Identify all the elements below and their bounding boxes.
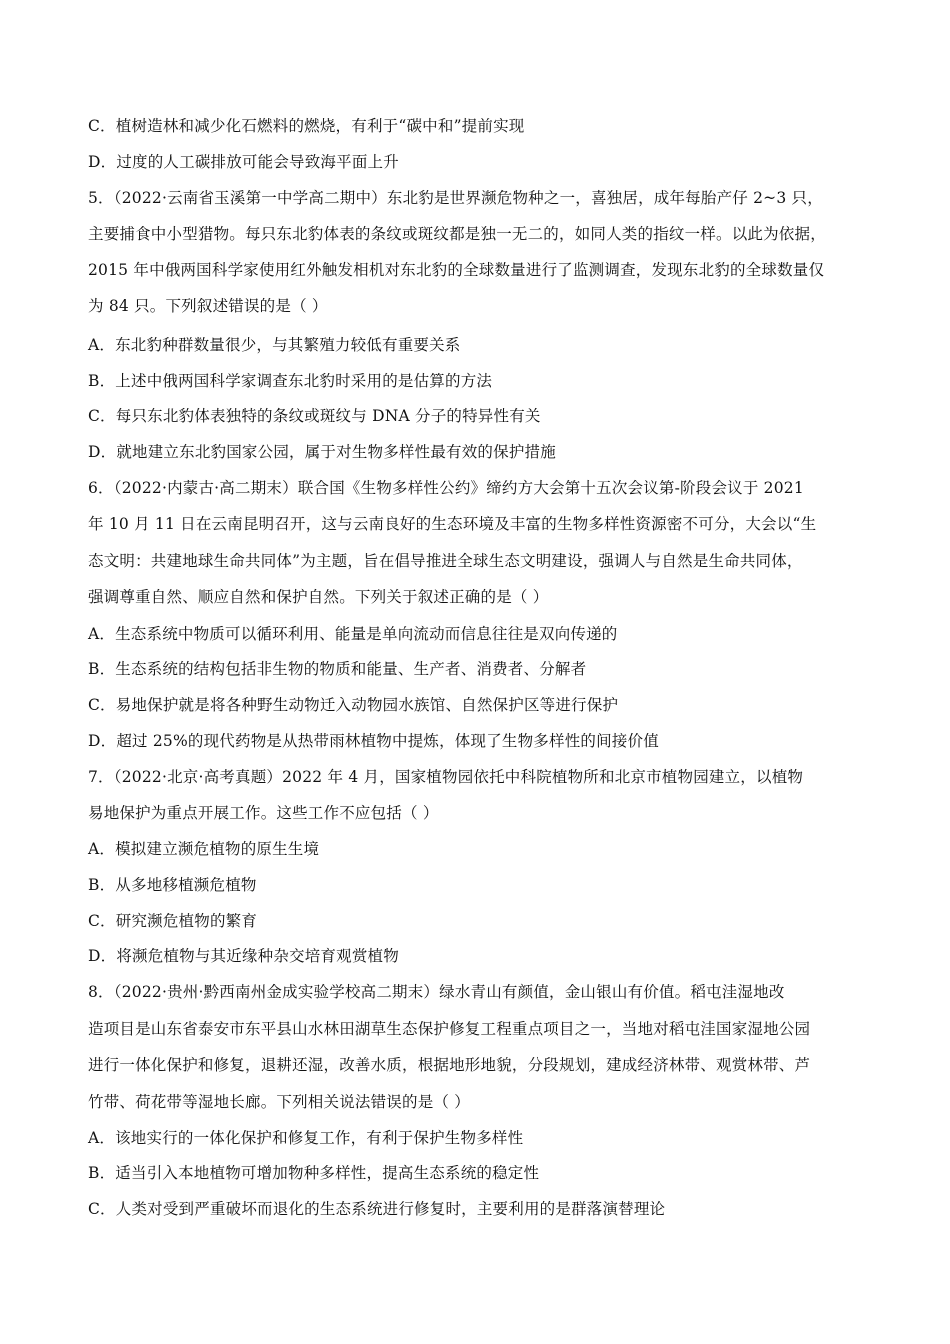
q7-option-d: D．将濒危植物与其近缘种杂交培育观赏植物 — [88, 947, 399, 965]
q5-stem-line-3: 2015 年中俄两国科学家使用红外触发相机对东北豹的全球数量进行了监测调查，发现东北豹的全球数量仅 — [88, 261, 825, 279]
q6-stem-line-2: 年 10 月 11 日在云南昆明召开，这与云南良好的生态环境及丰富的生物多样性资源密不可分，大会以“生 — [88, 515, 817, 533]
q6-option-d: D．超过 25%的现代药物是从热带雨林植物中提炼，体现了生物多样性的间接价值 — [88, 732, 659, 750]
q8-stem-line-2: 造项目是山东省泰安市东平县山水林田湖草生态保护修复工程重点项目之一，当地对稻屯洼国家湿地公园 — [88, 1020, 811, 1038]
q8-stem-line-1: 8．（2022·贵州·黔西南州金成实验学校高二期末）绿水青山有颜值，金山银山有价值。稻屯洼湿地改 — [88, 983, 785, 1001]
q7-stem-line-2: 易地保护为重点开展工作。这些工作不应包括（ ） — [88, 804, 439, 822]
q6-option-b: B．生态系统的结构包括非生物的物质和能量、生产者、消费者、分解者 — [88, 660, 587, 678]
q6-stem-line-3: 态文明：共建地球生命共同体”为主题，旨在倡导推进全球生态文明建设，强调人与自然是生命共同体， — [88, 552, 803, 570]
q5-stem-line-4: 为 84 只。下列叙述错误的是（ ） — [88, 297, 328, 315]
q7-option-c: C．研究濒危植物的繁育 — [88, 912, 258, 930]
q8-option-c: C．人类对受到严重破坏而退化的生态系统进行修复时，主要利用的是群落演替理论 — [88, 1200, 666, 1218]
q7-option-a: A．模拟建立濒危植物的原生生境 — [88, 840, 320, 858]
q5-option-c: C．每只东北豹体表独特的条纹或斑纹与 DNA 分子的特异性有关 — [88, 407, 541, 425]
q7-option-b: B．从多地移植濒危植物 — [88, 876, 257, 894]
q8-stem-line-4: 竹带、荷花带等湿地长廊。下列相关说法错误的是（ ） — [88, 1093, 470, 1111]
q6-stem-line-4: 强调尊重自然、顺应自然和保护自然。下列关于叙述正确的是（ ） — [88, 588, 549, 606]
q5-stem-line-1: 5．（2022·云南省玉溪第一中学高二期中）东北豹是世界濒危物种之一，喜独居，成年每胎产仔 2~3 只， — [88, 189, 823, 207]
q8-stem-line-3: 进行一体化保护和修复，退耕还湿，改善水质，根据地形地貌，分段规划，建成经济林带、观赏林带、芦 — [88, 1056, 811, 1074]
q7-stem-line-1: 7．（2022·北京·高考真题）2022 年 4 月，国家植物园依托中科院植物所和北京市植物园建立，以植物 — [88, 768, 804, 786]
q6-option-c: C．易地保护就是将各种野生动物迁入动物园水族馆、自然保护区等进行保护 — [88, 696, 619, 714]
q6-option-a: A．生态系统中物质可以循环利用、能量是单向流动而信息往往是双向传递的 — [88, 625, 618, 643]
q8-option-b: B．适当引入本地植物可增加物种多样性，提高生态系统的稳定性 — [88, 1164, 540, 1182]
q4-option-c: C．植树造林和减少化石燃料的燃烧，有利于“碳中和”提前实现 — [88, 117, 525, 135]
q4-option-d: D．过度的人工碳排放可能会导致海平面上升 — [88, 153, 399, 171]
q8-option-a: A．该地实行的一体化保护和修复工作，有利于保护生物多样性 — [88, 1129, 524, 1147]
q5-option-a: A．东北豹种群数量很少，与其繁殖力较低有重要关系 — [88, 336, 461, 354]
q5-option-b: B．上述中俄两国科学家调查东北豹时采用的是估算的方法 — [88, 372, 493, 390]
q5-option-d: D．就地建立东北豹国家公园，属于对生物多样性最有效的保护措施 — [88, 443, 556, 461]
q5-stem-line-2: 主要捕食中小型猎物。每只东北豹体表的条纹或斑纹都是独一无二的，如同人类的指纹一样。以此为依据， — [88, 225, 826, 243]
q6-stem-line-1: 6．（2022·内蒙古·高二期末）联合国《生物多样性公约》缔约方大会第十五次会议第-阶段会议于 2021 — [88, 479, 804, 497]
